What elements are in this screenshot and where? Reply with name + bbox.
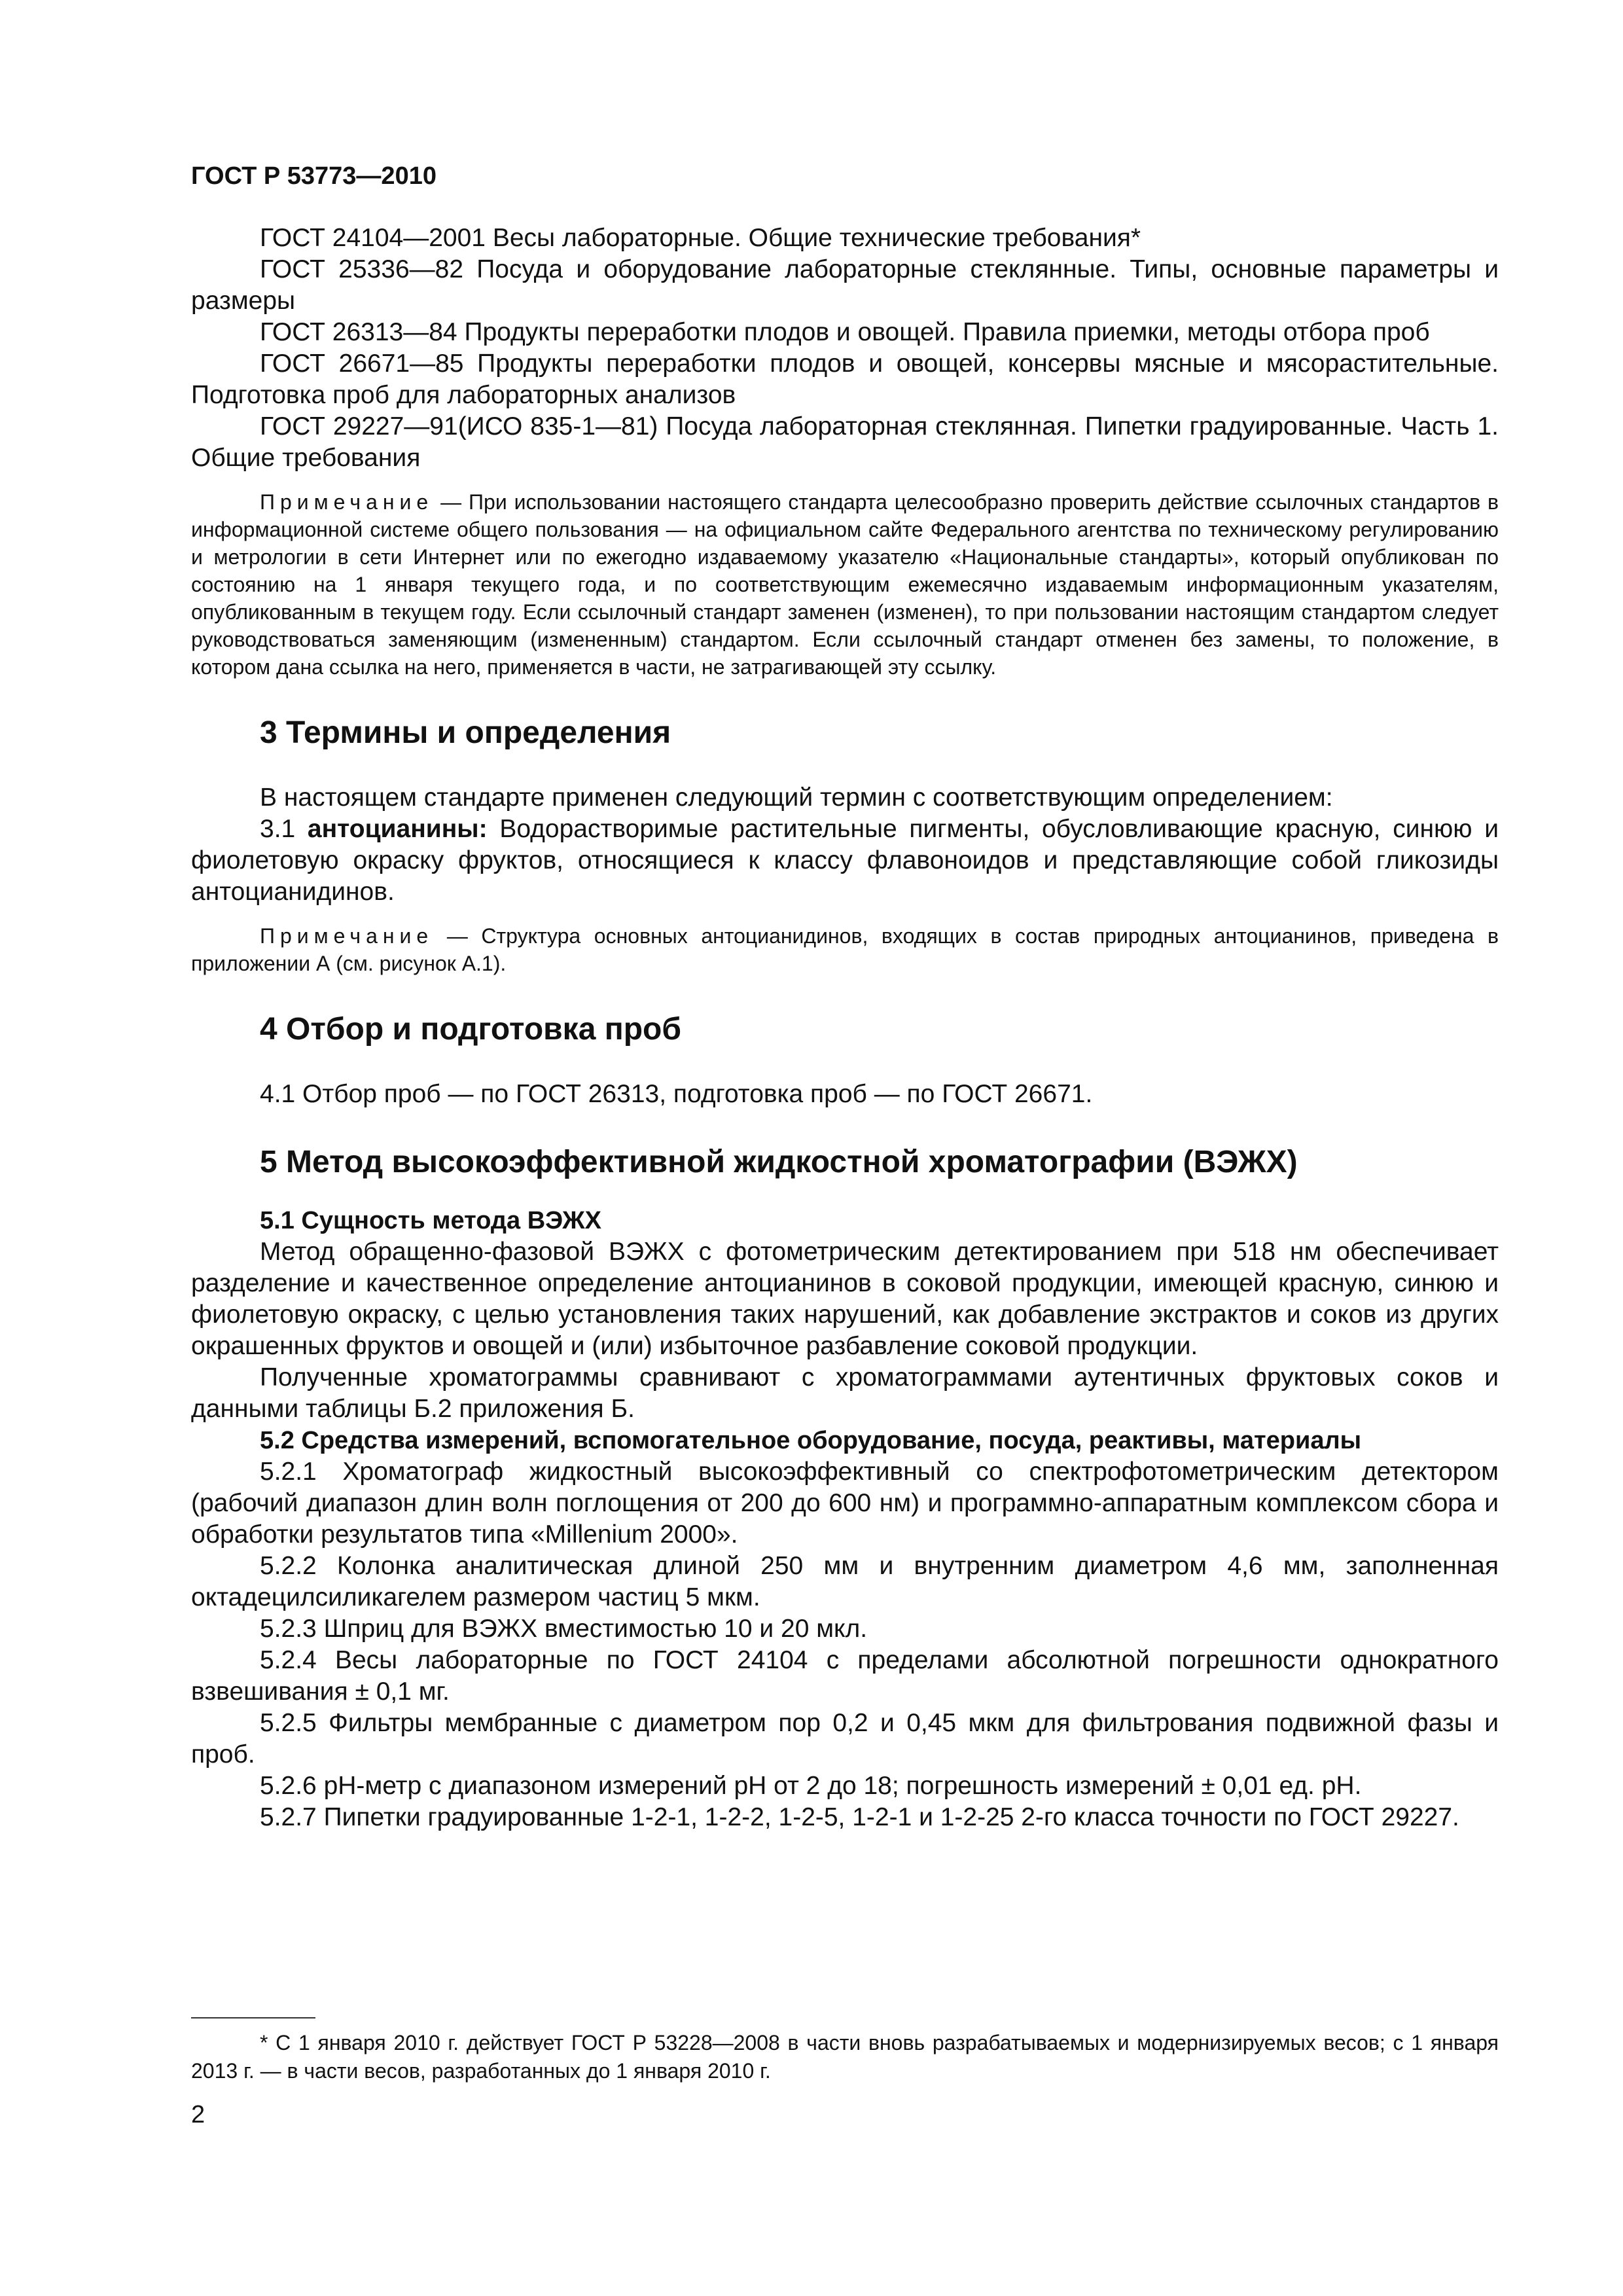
note-text: — Структура основных антоцианидинов, входящих в состав природных антоцианинов, приведена в приложении А (см. рисунок А.1). <box>191 924 1499 975</box>
page-number: 2 <box>191 2101 205 2128</box>
reference-item: ГОСТ 26671—85 Продукты переработки плодов и овощей, консервы мясные и мясорастительные. Подготовка проб для лабораторных анализов <box>191 350 1499 409</box>
term-definition <box>191 814 1499 908</box>
document-body <box>191 223 1499 1833</box>
note-label: Примечание <box>260 490 434 514</box>
equipment-item: 5.2.6 pH-метр с диапазоном измерений pH от 2 до 18; погрешность измерений ± 0,01 ед. pH. <box>260 1772 1362 1800</box>
term-name: антоцианины: <box>307 815 488 843</box>
equipment-item: 5.2.3 Шприц для ВЭЖХ вместимостью 10 и 20 мкл. <box>260 1615 868 1643</box>
equipment-item: 5.2.4 Весы лабораторные по ГОСТ 24104 с пределами абсолютной погрешности однократного взвешивания ± 0,1 мг. <box>191 1646 1499 1706</box>
note-label: Примечание <box>260 924 434 948</box>
reference-item: ГОСТ 25336—82 Посуда и оборудование лабораторные стеклянные. Типы, основные параметры и размеры <box>191 255 1499 315</box>
term-text: Водорастворимые растительные пигменты, обусловливающие красную, синюю и фиолетовую окраску фруктов, относящиеся к классу флавоноидов и представляющие собой гликозиды антоцианидинов. <box>191 815 1499 906</box>
normative-references <box>191 223 1499 474</box>
reference-item: ГОСТ 26313—84 Продукты переработки плодов и овощей. Правила приемки, методы отбора проб <box>260 318 1430 346</box>
footnote: * С 1 января 2010 г. действует ГОСТ Р 53228—2008 в части вновь разрабатываемых и модернизируемых весов; с 1 января 2013 г. — в части весов, разработанных до 1 января 2010 г. <box>191 2031 1499 2083</box>
subsection-5-1-paragraph: Полученные хроматограммы сравнивают с хроматограммами аутентичных фруктовых соков и данными таблицы Б.2 приложения Б. <box>191 1363 1499 1423</box>
reference-item: ГОСТ 29227—91(ИСО 835-1—81) Посуда лабораторная стеклянная. Пипетки градуированные. Часть 1. Общие требования <box>191 412 1499 472</box>
section-4-paragraph: 4.1 Отбор проб — по ГОСТ 26313, подготовка проб — по ГОСТ 26671. <box>260 1080 1093 1108</box>
term-number: 3.1 <box>260 815 296 843</box>
section-4-title: 4 Отбор и подготовка проб <box>260 1012 682 1047</box>
note-paragraph <box>191 488 1499 681</box>
equipment-item: 5.2.7 Пипетки градуированные 1-2-1, 1-2-2, 1-2-5, 1-2-1 и 1-2-25 2-го класса точности по ГОСТ 29227. <box>260 1803 1459 1831</box>
equipment-item: 5.2.5 Фильтры мембранные с диаметром пор 0,2 и 0,45 мкм для фильтрования подвижной фазы и проб. <box>191 1709 1499 1768</box>
subsection-5-1-title: 5.1 Сущность метода ВЭЖХ <box>260 1207 601 1234</box>
section-5-title: 5 Метод высокоэффективной жидкостной хроматографии (ВЭЖХ) <box>260 1145 1298 1179</box>
footnote-separator <box>191 2017 315 2018</box>
section-3-intro: В настоящем стандарте применен следующий термин с соответствующим определением: <box>260 783 1333 812</box>
subsection-5-2-title: 5.2 Средства измерений, вспомогательное оборудование, посуда, реактивы, материалы <box>260 1427 1362 1454</box>
section-3-title: 3 Термины и определения <box>260 715 671 750</box>
subsection-5-1-paragraph: Метод обращенно-фазовой ВЭЖХ с фотометрическим детектированием при 518 нм обеспечивает разделение и качественное определение антоцианинов в соковой продукции, имеющей красную, синюю и фиолетовую окраску, с целью установления таких нарушений, как добавление экстрактов и соков из других окрашенных фруктов и овощей и (или) избыточное разбавление соковой продукции. <box>191 1238 1499 1360</box>
note-text: — При использовании настоящего стандарта целесообразно проверить действие ссылочных стандартов в информационной системе общего пользования — на официальном сайте Федерального агентства по техническому регулированию и метрологии в сети Интернет или по ежегодно издаваемому указателю «Национальные стандарты», который опубликован по состоянию на 1 января текущего года, и по соответствующим ежемесячно издаваемым информационным указателям, опубликованным в текущем году. Если ссылочный стандарт заменен (изменен), то при пользовании настоящим стандартом следует руководствоваться заменяющим (измененным) стандартом. Если ссылочный стандарт отменен без замены, то положение, в котором дана ссылка на него, применяется в части, не затрагивающей эту ссылку. <box>191 490 1499 679</box>
note-paragraph <box>191 922 1499 977</box>
reference-item: ГОСТ 24104—2001 Весы лабораторные. Общие технические требования* <box>260 224 1141 252</box>
document-header: ГОСТ Р 53773—2010 <box>191 162 437 190</box>
equipment-item: 5.2.2 Колонка аналитическая длиной 250 мм и внутренним диаметром 4,6 мм, заполненная октадецилсиликагелем размером частиц 5 мкм. <box>191 1552 1499 1611</box>
equipment-item: 5.2.1 Хроматограф жидкостный высокоэффективный со спектрофотометрическим детектором (рабочий диапазон длин волн поглощения от 200 до 600 нм) и программно-аппаратным комплексом сбора и обработки результатов типа «Millenium 2000». <box>191 1458 1499 1549</box>
